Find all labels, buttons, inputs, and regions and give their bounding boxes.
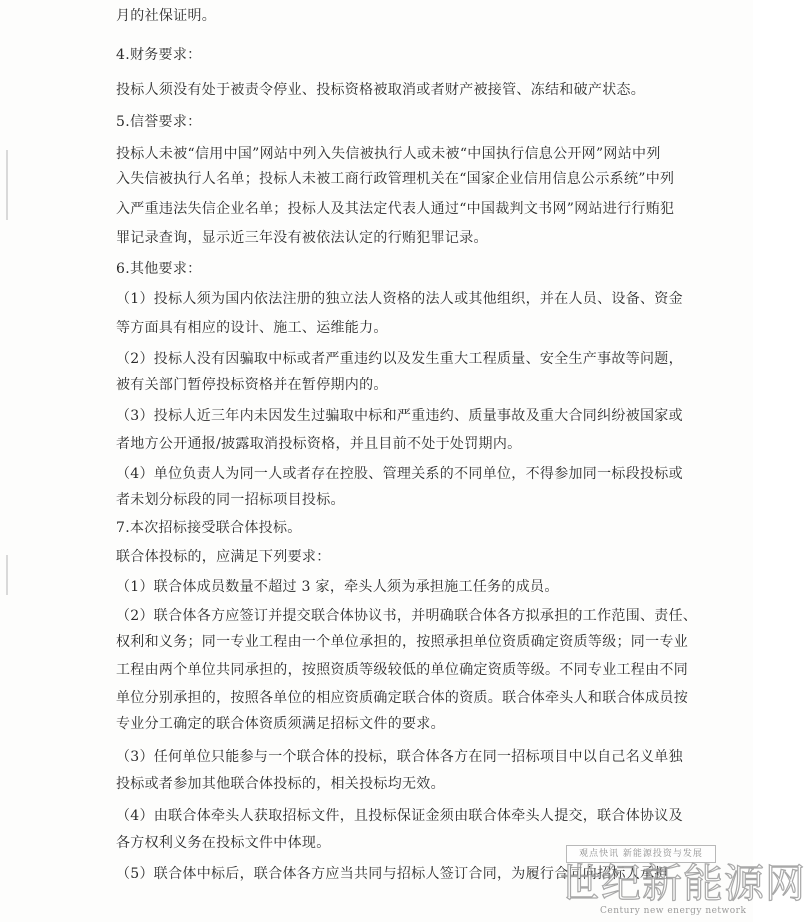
text-line: （4）由联合体牵头人获取招标文件，且投标保证金须由联合体牵头人提交，联合体协议及 — [116, 808, 683, 824]
text-line: 单位分别承担的，按照各单位的相应资质确定联合体的资质。联合体牵头人和联合体成员按 — [116, 690, 688, 706]
text-line: （3）投标人近三年内未因发生过骗取中标和严重违约、质量事故及重大合同纠纷被国家或 — [116, 408, 683, 424]
text-line: 投标或者参加其他联合体投标的，相关投标均无效。 — [116, 776, 445, 792]
watermark-logo: 世纪新能源网 — [560, 861, 806, 907]
text-line: （1）联合体成员数量不超过 3 家，牵头人须为承担施工任务的成员。 — [116, 579, 559, 595]
text-line: 者地方公开通报/披露取消投标资格，并且目前不处于处罚期内。 — [116, 436, 522, 452]
text-line: （5）联合体中标后，联合体各方应当共同与招标人签订合同，为履行合同向招标人承担 — [116, 866, 669, 882]
text-line: 投标人未被“信用中国”网站中列入失信被执行人或未被“中国执行信息公开网”网站中列 — [116, 146, 661, 162]
text-line: （3）任何单位只能参与一个联合体的投标，联合体各方在同一招标项目中以自己名义单独 — [116, 749, 683, 765]
section-heading-credit: 5.信誉要求： — [116, 114, 202, 130]
text-line: 等方面具有相应的设计、施工、运维能力。 — [116, 320, 388, 336]
scan-edge-mark — [6, 555, 8, 595]
text-line: （4）单位负责人为同一人或者存在控股、管理关系的不同单位，不得参加同一标段投标或 — [116, 466, 683, 482]
text-line: 者未划分标段的同一招标项目投标。 — [116, 492, 345, 508]
text-line: 入失信被执行人名单；投标人未被工商行政管理机关在“国家企业信用信息公示系统”中列 — [116, 171, 675, 187]
scan-edge-mark — [6, 150, 8, 220]
section-heading-consortium: 7.本次招标接受联合体投标。 — [116, 520, 302, 536]
text-line: 被有关部门暂停投标资格并在暂停期内的。 — [116, 377, 388, 393]
text-line: （2）联合体各方应签订并提交联合体协议书，并明确联合体各方拟承担的工作范围、责任、 — [116, 608, 698, 624]
text-line: 权利和义务；同一专业工程由一个单位承担的，按照承担单位资质确定资质等级；同一专业 — [116, 634, 688, 650]
text-line: 月的社保证明。 — [116, 8, 217, 24]
text-line: 专业分工确定的联合体资质须满足招标文件的要求。 — [116, 716, 445, 732]
text-line: 罪记录查询，显示近三年没有被依法认定的行贿犯罪记录。 — [116, 230, 488, 246]
text-line: 各方权利义务在投标文件中体现。 — [116, 835, 331, 851]
watermark-subtitle: Century new energy network — [600, 906, 747, 916]
text-line: 联合体投标的，应满足下列要求： — [116, 549, 331, 565]
text-line: （1）投标人须为国内依法注册的独立法人资格的法人或其他组织，并在人员、设备、资金 — [116, 291, 683, 307]
text-line: 投标人须没有处于被责令停业、投标资格被取消或者财产被接管、冻结和破产状态。 — [116, 82, 646, 98]
watermark-caption-box: 观点快讯 新能源投资与发展 — [566, 845, 716, 863]
text-line: （2）投标人没有因骗取中标或者严重违约以及发生重大工程质量、安全生产事故等问题， — [116, 351, 683, 367]
section-heading-financial: 4.财务要求： — [116, 47, 202, 63]
text-line: 入严重违法失信企业名单；投标人及其法定代表人通过“中国裁判文书网”网站进行行贿犯 — [116, 201, 675, 217]
text-line: 工程由两个单位共同承担的，按照资质等级较低的单位确定资质等级。不同专业工程由不同 — [116, 662, 688, 678]
section-heading-other: 6.其他要求： — [116, 261, 202, 277]
